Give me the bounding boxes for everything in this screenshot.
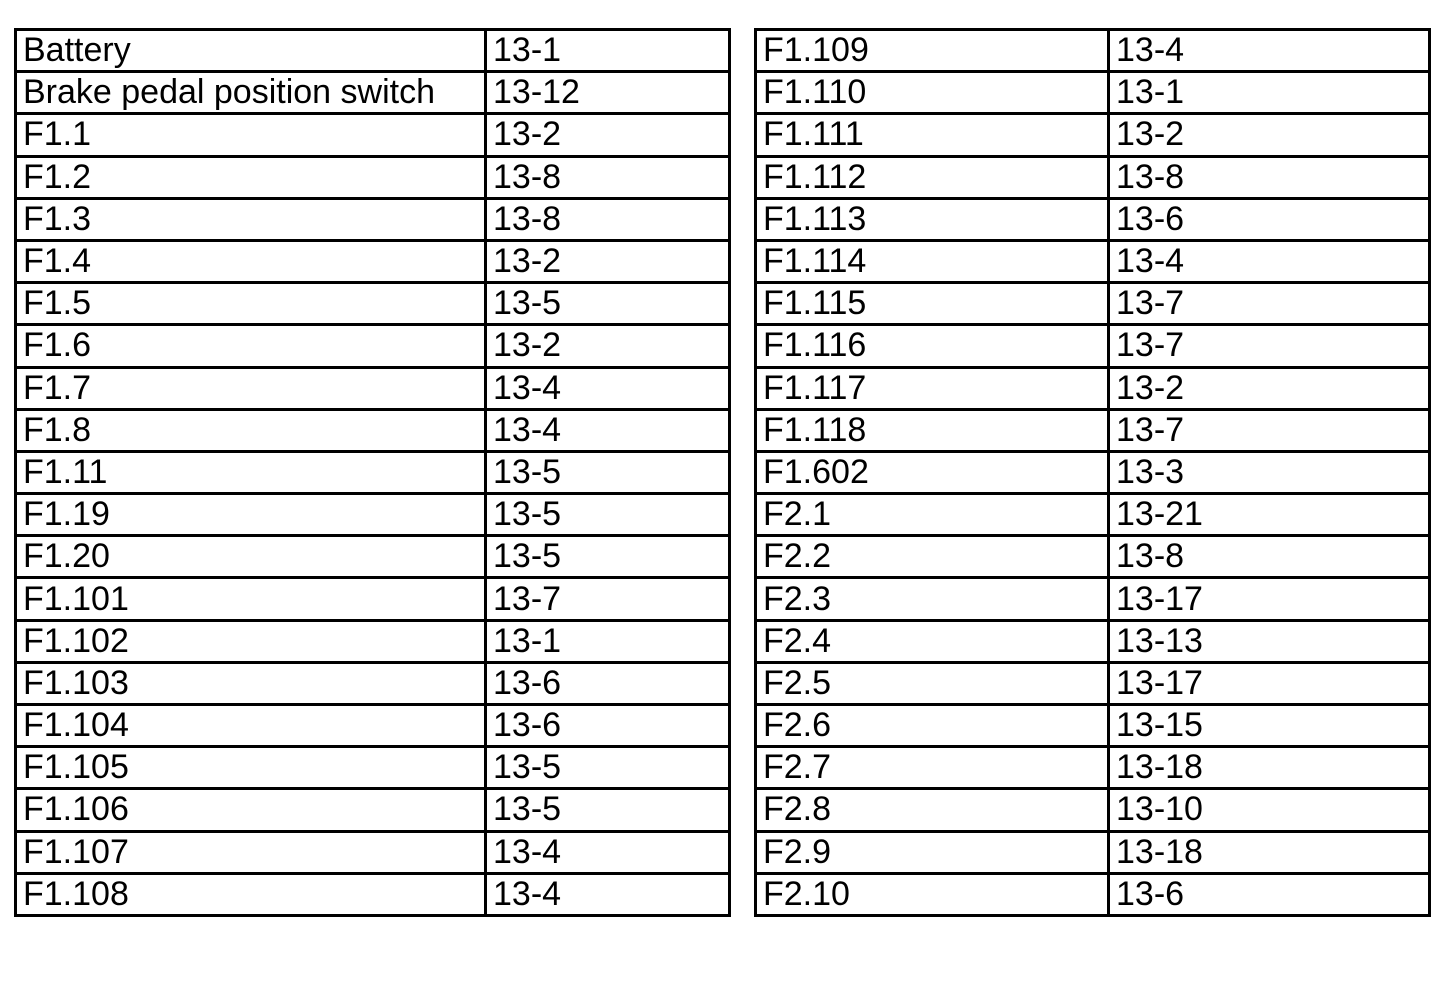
page-reference-cell: 13-6 [1109, 198, 1430, 240]
component-name-cell: F1.102 [16, 620, 486, 662]
table-row [16, 705, 730, 747]
component-name-cell: F1.108 [16, 873, 486, 915]
component-name-cell: F1.20 [16, 536, 486, 578]
table-row [16, 367, 730, 409]
table-row [756, 831, 1430, 873]
table-body-right [756, 30, 1430, 916]
component-name-cell: F1.7 [16, 367, 486, 409]
table-row [16, 662, 730, 704]
table-row [756, 367, 1430, 409]
component-name-cell: F1.111 [756, 114, 1109, 156]
component-name-cell: F1.1 [16, 114, 486, 156]
page-reference-cell: 13-1 [1109, 72, 1430, 114]
page-reference-cell: 13-8 [486, 198, 730, 240]
component-name-cell: F1.110 [756, 72, 1109, 114]
component-name-cell: Battery [16, 30, 486, 72]
table-row [756, 705, 1430, 747]
component-name-cell: F1.107 [16, 831, 486, 873]
component-name-cell: F2.6 [756, 705, 1109, 747]
page-reference-cell: 13-21 [1109, 494, 1430, 536]
component-name-cell: F1.19 [16, 494, 486, 536]
table-row [756, 30, 1430, 72]
component-name-cell: F1.117 [756, 367, 1109, 409]
component-name-cell: F2.2 [756, 536, 1109, 578]
page-reference-cell: 13-17 [1109, 662, 1430, 704]
table-row [16, 240, 730, 282]
page-reference-cell: 13-18 [1109, 747, 1430, 789]
page-reference-cell: 13-4 [1109, 240, 1430, 282]
component-name-cell: F1.105 [16, 747, 486, 789]
table-row [16, 30, 730, 72]
page-reference-cell: 13-4 [486, 409, 730, 451]
table-row [756, 873, 1430, 915]
page-reference-cell: 13-8 [486, 156, 730, 198]
page-reference-cell: 13-18 [1109, 831, 1430, 873]
page-reference-cell: 13-3 [1109, 451, 1430, 493]
page-reference-cell: 13-10 [1109, 789, 1430, 831]
table-row [756, 789, 1430, 831]
table-row [756, 662, 1430, 704]
page-reference-cell: 13-7 [1109, 409, 1430, 451]
page-reference-cell: 13-8 [1109, 536, 1430, 578]
component-name-cell: F1.112 [756, 156, 1109, 198]
component-name-cell: F2.8 [756, 789, 1109, 831]
page-reference-cell: 13-7 [486, 578, 730, 620]
page-reference-cell: 13-6 [1109, 873, 1430, 915]
page-reference-cell: 13-7 [1109, 325, 1430, 367]
component-index-table-left [14, 28, 731, 917]
component-name-cell: F1.106 [16, 789, 486, 831]
component-name-cell: F1.8 [16, 409, 486, 451]
component-name-cell: F1.2 [16, 156, 486, 198]
component-name-cell: F1.602 [756, 451, 1109, 493]
page-reference-cell: 13-4 [486, 367, 730, 409]
component-name-cell: F1.4 [16, 240, 486, 282]
table-row [756, 325, 1430, 367]
table-row [16, 578, 730, 620]
table-body-left [16, 30, 730, 916]
table-row [756, 72, 1430, 114]
table-row [16, 325, 730, 367]
page-reference-cell: 13-5 [486, 451, 730, 493]
table-row [756, 620, 1430, 662]
component-name-cell: F2.10 [756, 873, 1109, 915]
component-name-cell: F1.116 [756, 325, 1109, 367]
table-row [16, 72, 730, 114]
table-row [16, 156, 730, 198]
table-row [756, 536, 1430, 578]
table-row [16, 198, 730, 240]
page-reference-cell: 13-2 [486, 114, 730, 156]
table-row [756, 747, 1430, 789]
table-row [16, 451, 730, 493]
page-reference-cell: 13-2 [1109, 367, 1430, 409]
page-reference-cell: 13-12 [486, 72, 730, 114]
component-name-cell: F1.5 [16, 283, 486, 325]
table-row [16, 409, 730, 451]
page-reference-cell: 13-6 [486, 662, 730, 704]
page-reference-cell: 13-5 [486, 283, 730, 325]
component-name-cell: F1.11 [16, 451, 486, 493]
table-row [16, 283, 730, 325]
page-reference-cell: 13-5 [486, 789, 730, 831]
page-reference-cell: 13-4 [486, 873, 730, 915]
component-index-table-right [754, 28, 1431, 917]
page-reference-cell: 13-17 [1109, 578, 1430, 620]
component-name-cell: F2.3 [756, 578, 1109, 620]
table-row [16, 789, 730, 831]
table-row [756, 283, 1430, 325]
component-name-cell: Brake pedal position switch [16, 72, 486, 114]
page-reference-cell: 13-4 [486, 831, 730, 873]
table-row [756, 114, 1430, 156]
component-name-cell: F1.114 [756, 240, 1109, 282]
component-name-cell: F2.5 [756, 662, 1109, 704]
component-name-cell: F1.113 [756, 198, 1109, 240]
component-name-cell: F1.101 [16, 578, 486, 620]
table-row [16, 831, 730, 873]
table-row [16, 620, 730, 662]
page-reference-cell: 13-2 [486, 325, 730, 367]
table-row [756, 451, 1430, 493]
page-reference-cell: 13-2 [1109, 114, 1430, 156]
table-row [756, 156, 1430, 198]
page-reference-cell: 13-8 [1109, 156, 1430, 198]
table-row [756, 409, 1430, 451]
page-reference-cell: 13-7 [1109, 283, 1430, 325]
component-name-cell: F1.115 [756, 283, 1109, 325]
table-row [756, 494, 1430, 536]
page-reference-cell: 13-1 [486, 30, 730, 72]
component-name-cell: F1.109 [756, 30, 1109, 72]
table-row [16, 114, 730, 156]
table-row [16, 494, 730, 536]
page-reference-cell: 13-5 [486, 536, 730, 578]
page-reference-cell: 13-1 [486, 620, 730, 662]
table-row [16, 873, 730, 915]
component-name-cell: F2.1 [756, 494, 1109, 536]
page-reference-cell: 13-15 [1109, 705, 1430, 747]
table-row [756, 198, 1430, 240]
component-name-cell: F1.6 [16, 325, 486, 367]
table-row [756, 240, 1430, 282]
table-row [16, 747, 730, 789]
page-reference-cell: 13-2 [486, 240, 730, 282]
page-reference-cell: 13-13 [1109, 620, 1430, 662]
page-reference-cell: 13-6 [486, 705, 730, 747]
component-name-cell: F1.104 [16, 705, 486, 747]
component-name-cell: F2.7 [756, 747, 1109, 789]
component-name-cell: F2.9 [756, 831, 1109, 873]
table-row [16, 536, 730, 578]
component-name-cell: F2.4 [756, 620, 1109, 662]
page-reference-cell: 13-5 [486, 494, 730, 536]
component-name-cell: F1.118 [756, 409, 1109, 451]
page-reference-cell: 13-5 [486, 747, 730, 789]
page-reference-cell: 13-4 [1109, 30, 1430, 72]
component-name-cell: F1.3 [16, 198, 486, 240]
component-name-cell: F1.103 [16, 662, 486, 704]
table-row [756, 578, 1430, 620]
